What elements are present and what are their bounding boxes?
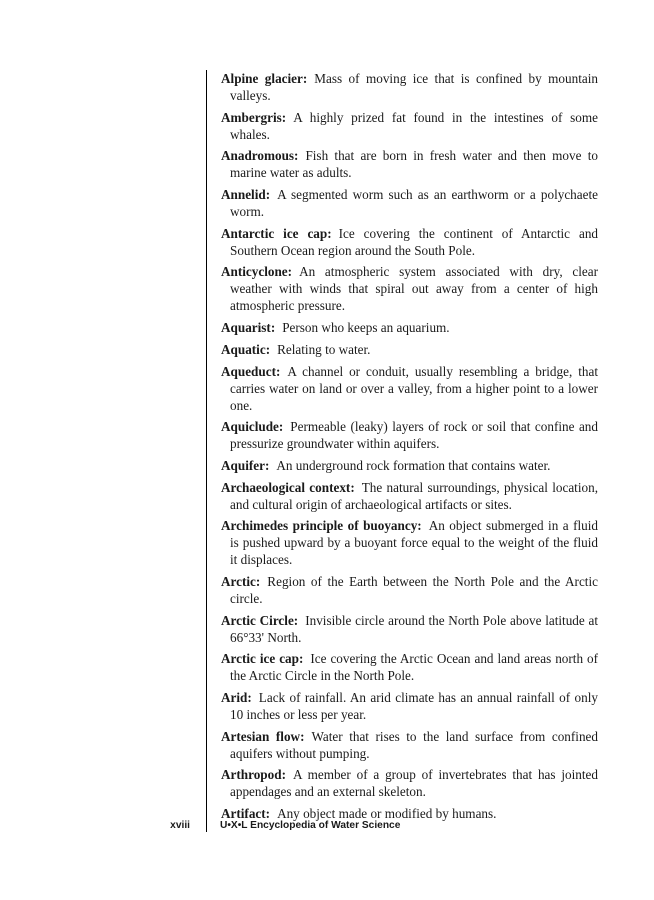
glossary-entry [221, 186, 598, 220]
glossary-term: Anticyclone: [221, 264, 293, 280]
glossary-definition: A channel or conduit, usually resembling a bridge, that carries water on land or over a valley, from a higher point to a lower one. [230, 363, 598, 413]
glossary-definition: An underground rock formation that contains water. [276, 457, 551, 473]
glossary-definition: Ice covering the Arctic Ocean and land areas north of the Arctic Circle in the North Pole. [230, 651, 598, 684]
glossary-list [221, 70, 598, 827]
glossary-entry [221, 689, 598, 723]
glossary-definition: Lack of rainfall. An arid climate has an annual rainfall of only 10 inches or less per year. [230, 690, 598, 722]
glossary-term: Artifact: [221, 806, 271, 822]
glossary-definition: Water that rises to the land surface from confined aquifers without pumping. [230, 728, 598, 761]
glossary-definition: A segmented worm such as an earthworm or a polychaete worm. [230, 187, 598, 220]
glossary-entry [221, 418, 598, 452]
glossary-entry [221, 319, 598, 336]
glossary-definition: The natural surroundings, physical location, and cultural origin of archaeological artifacts or sites. [230, 479, 598, 512]
glossary-definition: Relating to water. [277, 341, 371, 357]
glossary-term: Archaeological context: [221, 479, 355, 495]
glossary-entry [221, 147, 598, 181]
book-title: U•X•L Encyclopedia of Water Science [220, 820, 401, 831]
glossary-term: Ambergris: [221, 109, 287, 125]
glossary-entry [221, 363, 598, 414]
glossary-definition: Fish that are born in fresh water and then move to marine water as adults. [230, 148, 598, 181]
glossary-term: Aquiclude: [221, 419, 284, 435]
glossary-term: Arctic: [221, 573, 261, 589]
glossary-definition: A member of a group of invertebrates that has jointed appendages and an external skeleton. [230, 767, 598, 800]
glossary-entry [221, 70, 598, 104]
glossary-entry [221, 109, 598, 143]
glossary-entry [221, 573, 598, 607]
glossary-term: Arid: [221, 690, 252, 705]
glossary-term: Arctic ice cap: [221, 651, 304, 667]
glossary-definition: Mass of moving ice that is confined by mountain valleys. [230, 71, 598, 103]
glossary-definition: Ice covering the continent of Antarctic and Southern Ocean region around the South Pole. [230, 225, 599, 258]
glossary-entry [221, 457, 598, 474]
glossary-term: Aquifer: [221, 457, 270, 473]
glossary-entry [221, 225, 598, 259]
margin-rule [206, 70, 207, 832]
glossary-term: Anadromous: [221, 148, 299, 164]
glossary-definition: Permeable (leaky) layers of rock or soil that confine and pressurize groundwater within aquifers. [230, 419, 598, 452]
glossary-term: Arctic Circle: [221, 612, 299, 628]
glossary-term: Antarctic ice cap: [221, 225, 332, 241]
glossary-definition: Person who keeps an aquarium. [282, 320, 450, 336]
glossary-entry [221, 517, 598, 568]
glossary-entry [221, 263, 598, 314]
glossary-entry [221, 612, 598, 646]
glossary-entry [221, 650, 598, 684]
glossary-definition: Any object made or modified by humans. [277, 806, 497, 822]
glossary-definition: An atmospheric system associated with dry, clear weather with winds that spiral out away from a center of high atmospheric pressure. [230, 264, 598, 314]
glossary-term: Aquarist: [221, 320, 276, 336]
glossary-entry [221, 766, 598, 800]
page-number: xviii [170, 820, 190, 831]
glossary-definition: An object submerged in a fluid is pushed upward by a buoyant force equal to the weight of the fluid it displaces. [230, 518, 598, 568]
glossary-definition: A highly prized fat found in the intestines of some whales. [230, 109, 598, 142]
page-footer [0, 819, 654, 833]
glossary-entry [221, 479, 598, 513]
glossary-definition: Invisible circle around the North Pole above latitude at 66°33' North. [230, 612, 598, 645]
glossary-term: Archimedes principle of buoyancy: [221, 518, 422, 534]
glossary-definition: Region of the Earth between the North Pole and the Arctic circle. [230, 573, 598, 606]
glossary-entry [221, 341, 598, 358]
glossary-term: Alpine glacier: [221, 71, 308, 86]
glossary-term: Aqueduct: [221, 363, 281, 379]
glossary-term: Arthropod: [221, 767, 286, 783]
glossary-term: Annelid: [221, 187, 271, 203]
glossary-entry [221, 728, 598, 762]
glossary-term: Aquatic: [221, 341, 271, 357]
glossary-term: Artesian flow: [221, 728, 305, 744]
